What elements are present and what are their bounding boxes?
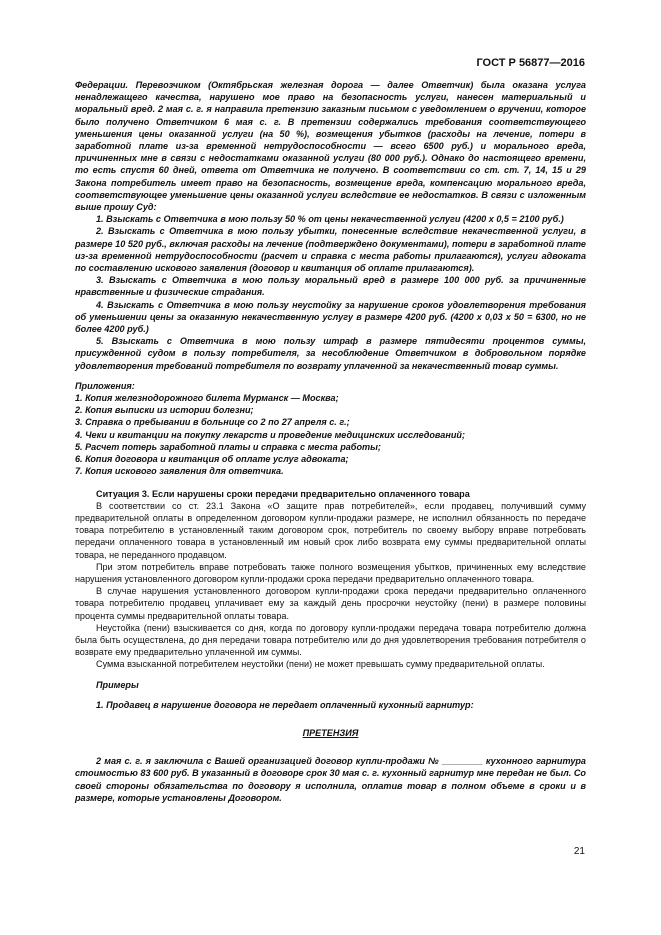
claim-item-5: 5. Взыскать с Ответчика в мою пользу штраф в размере пятидесяти процентов суммы, присужденной судом в пользу потребителя, за несоблюдение Ответчиком в добровольном порядке удовлетворения требований потребителя по возврату уплаченной за некачественный товар суммы. bbox=[75, 336, 586, 371]
claim-item-2: 2. Взыскать с Ответчика в мою пользу убытки, понесенные вследствие некачественной услуги, в размере 10 520 руб., включая расходы на лечение (подтверждено документами), потери в заработной плате из-за временной нетрудоспособности (расчет и справка с места работы прилагаются), услуги адвоката по составлению искового заявления (договор и квитанция об оплате прилагаются). bbox=[75, 226, 586, 274]
section-paragraph: Сумма взысканной потребителем неустойки (пени) не может превышать сумму предварительной оплаты. bbox=[96, 659, 545, 670]
attachment-item: 3. Справка о пребывании в больнице со 2 по 27 апреля с. г.; bbox=[75, 417, 350, 428]
pretension-text: 2 мая с. г. я заключила с Вашей организацией договор купли-продажи № ________ кухонного гарнитура стоимостью 83 600 руб. В указанный в договоре срок 30 мая с. г. кухонный гарнитур мне передан не был. Со своей стороны обязательства по договору я исполнила, оплатив товар в полном объеме в сроки и в размере, которые установлены Договором. bbox=[75, 756, 586, 803]
section-paragraph: Неустойка (пени) взыскивается со дня, когда по договору купли-продажи передача товара потребителю должна была быть осуществлена, до дня передачи товара потребителю или до дня удовлетворения требования потребителя о возврате ему предварительно уплаченной им суммы. bbox=[75, 622, 586, 658]
examples-label: Примеры bbox=[96, 679, 139, 690]
section-paragraph: В соответствии со ст. 23.1 Закона «О защите прав потребителей», если продавец, получивший сумму предварительной оплаты в определенном договором купли-продажи размере, не исполнил обязанность по передаче товара потребителю в установленный таким договором срок, потребитель по своему выбору вправе потребовать передачи оплаченного товара в установленный им новый срок либо возврата ему суммы предварительной оплаты товара, не переданного продавцом. bbox=[75, 500, 586, 560]
claim-intro: Федерации. Перевозчиком (Октябрьская железная дорога — далее Ответчик) была оказана услуга ненадлежащего качества, нарушено мое право на безопасность услуги, нанесен материальный и моральный вред. 2 мая с. г. я направила претензию заказным письмом с уведомлением о вручении, которое было получено Ответчиком 6 мая с. г. В претензии содержались требования соответствующего уменьшения цены оказанной услуги (на 50 %), возмещения убытков (расходы на лечение, потери в заработной плате из-за временной нетрудоспособности — всего 6500 руб.) и морального вреда, причиненных мне в связи с недостатками оказанной услуги (80 000 руб.). Однако до настоящего времени, то есть спустя 60 дней, ответа от Ответчика не получено. В соответствии со ст. ст. 7, 14, 15 и 29 Закона потребитель имеет право на безопасность, возмещение вреда, компенсацию морального вреда, соответствующее уменьшение цены оказанной услуги вследствие ее недостатков. В связи с изложенным выше прошу Суд: bbox=[75, 80, 586, 213]
standard-code: ГОСТ Р 56877—2016 bbox=[476, 57, 585, 69]
claim-item-4: 4. Взыскать с Ответчика в мою пользу неустойку за нарушение сроков удовлетворения требования об уменьшении цены за оказанную некачественную услугу в размере 4200 руб. (4200 х 0,03 х 50 = 6300, но не более 4200 руб.) bbox=[75, 299, 586, 335]
attachment-item: 5. Расчет потерь заработной платы и справка с места работы; bbox=[75, 441, 381, 452]
page-number: 21 bbox=[573, 846, 585, 857]
attachments-title: Приложения: bbox=[75, 380, 135, 391]
page-content bbox=[75, 79, 586, 804]
attachment-item: 6. Копия договора и квитанция об оплате услуг адвоката; bbox=[75, 454, 349, 465]
claim-item-3: 3. Взыскать с Ответчика в мою пользу моральный вред в размере 100 000 руб. за причиненные нравственные и физические страдания. bbox=[75, 275, 586, 298]
attachment-item: 1. Копия железнодорожного билета Мурманск — Москва; bbox=[75, 393, 339, 404]
attachment-item: 2. Копия выписки из истории болезни; bbox=[75, 405, 254, 416]
example-1: 1. Продавец в нарушение договора не передает оплаченный кухонный гарнитур: bbox=[96, 699, 474, 710]
attachment-item: 4. Чеки и квитанции на покупку лекарств и проведение медицинских исследований; bbox=[75, 429, 465, 440]
section-paragraph: При этом потребитель вправе потребовать также полного возмещения убытков, причиненных ему вследствие нарушения установленного договором купли-продажи срока передачи предварительно оплаченного товара. bbox=[75, 561, 586, 584]
section-title: Ситуация 3. Если нарушены сроки передачи предварительно оплаченного товара bbox=[96, 488, 470, 499]
attachment-item: 7. Копия искового заявления для ответчика. bbox=[75, 466, 284, 477]
attachments-list bbox=[75, 380, 586, 478]
section-paragraph: В случае нарушения установленного договором купли-продажи срока передачи предварительно оплаченного товара потребителю продавец уплачивает ему за каждый день просрочки неустойку (пени) в размере половины процента суммы предварительной оплаты товара. bbox=[75, 586, 586, 621]
pretension-title: ПРЕТЕНЗИЯ bbox=[302, 727, 359, 738]
claim-item-1: 1. Взыскать с Ответчика в мою пользу 50 % от цены некачественной услуги (4200 х 0,5 = 2100 руб.) bbox=[96, 214, 564, 225]
